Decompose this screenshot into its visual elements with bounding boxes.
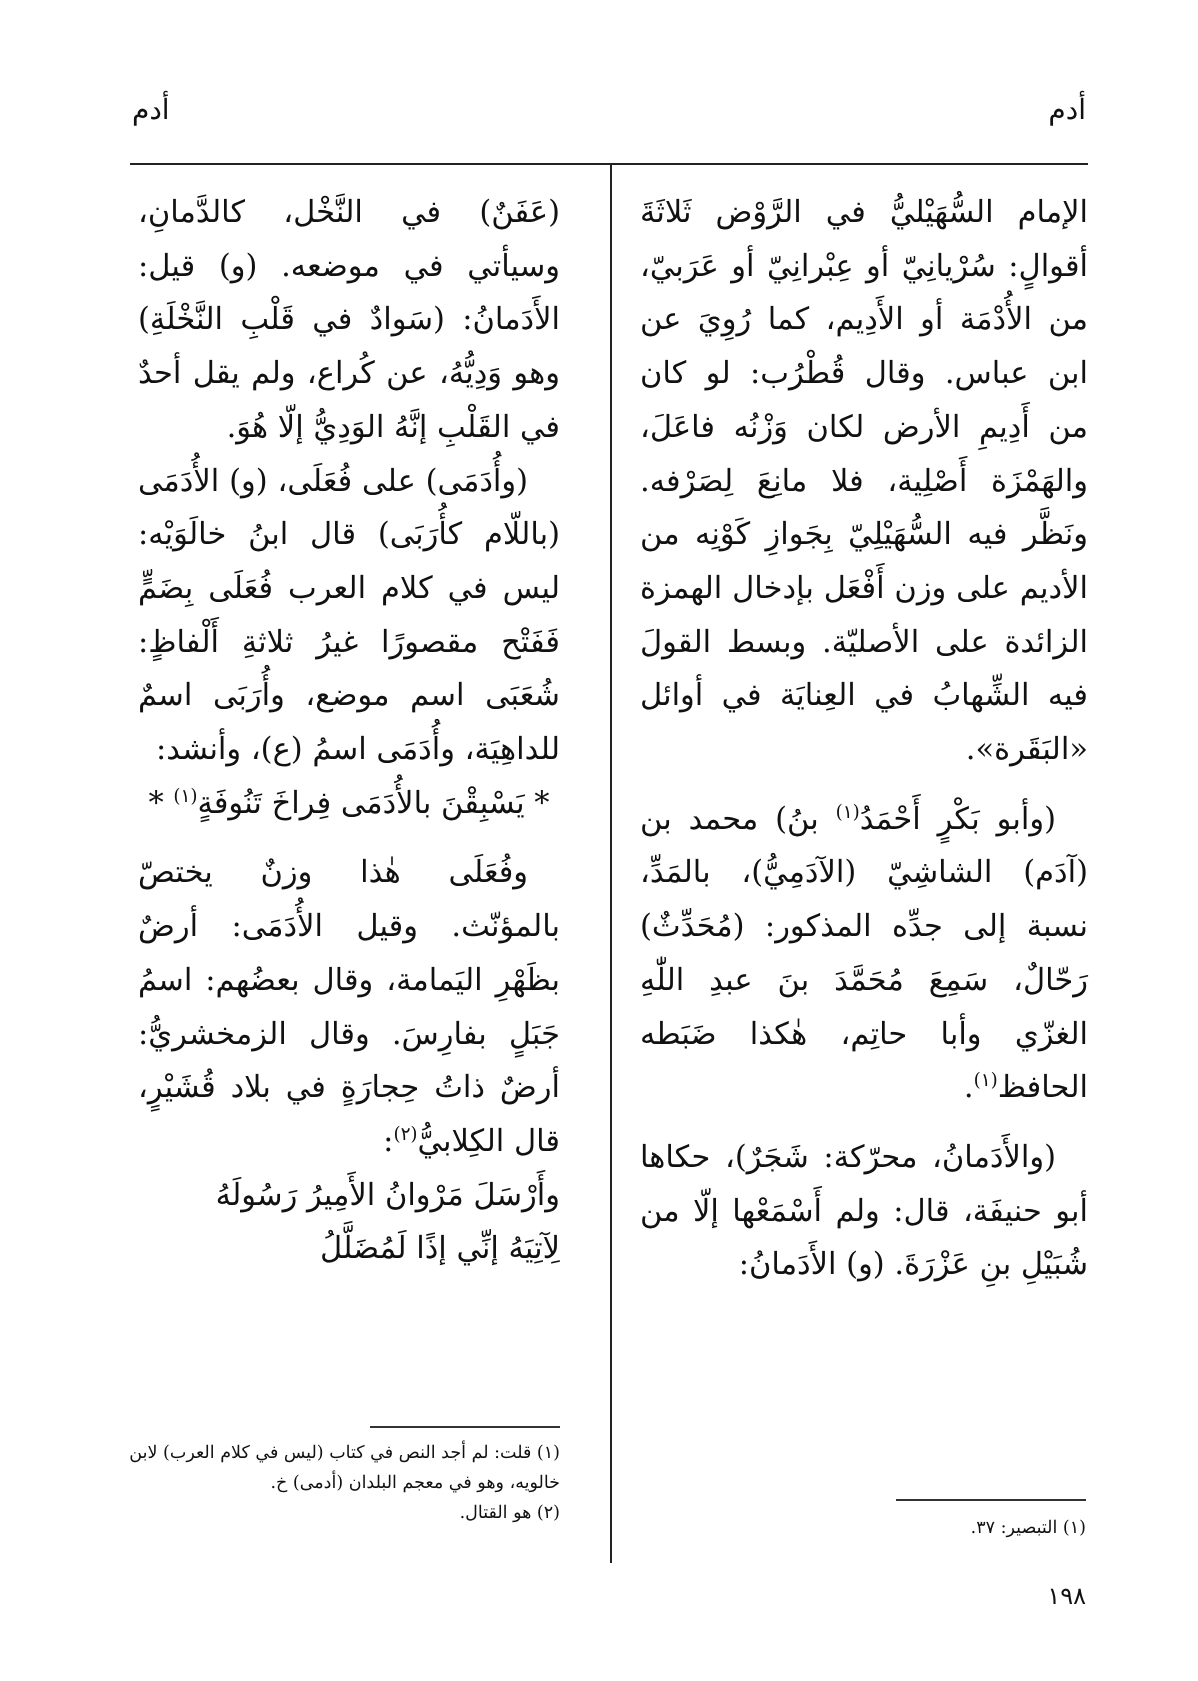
verse-hemistich-1: وأَرْسَلَ مَرْوانُ الأَمِيرُ رَسُولَهُ (215, 1177, 560, 1213)
footnote-rule-right (896, 1499, 1086, 1501)
footnote-rule-left (370, 1426, 560, 1428)
left-column (138, 186, 588, 1276)
footnote: (١) قلت: لم أجد النص في كتاب (ليس في كلام العرب) لابن خالويه، وهو في معجم البلدان (أدمى) خ. (129, 1443, 560, 1493)
page-number: ١٩٨ (1047, 1582, 1086, 1610)
verse-text: * (148, 785, 174, 821)
right-column (640, 186, 1088, 1292)
entry-text: (وأبو بَكْرٍ أَحْمَدُ (859, 801, 1056, 837)
entry-text: . (963, 1070, 974, 1106)
footnote-marker: (٢) (393, 1123, 418, 1145)
right-paragraph-1: الإمام السُّهَيْليُّ في الرَّوْض ثَلاثَةَ أقوالٍ: سُرْيانِيّ أو عِبْرانِيّ أو عَرَبيّ، من الأُدْمَة أو الأَدِيم، كما رُوِيَ عن ابن عباس. وقال قُطْرُب: لو كان من أَدِيمِ الأرض لكان وَزْنُه فاعَلَ، والهَمْزَة أَصْلِية، فلا مانِعَ لِصَرْفه. ونَظَّر فيه السُّهَيْلِيّ بِجَوازِ كَوْنِه من الأديم على وزن أَفْعَل بإدخال الهمزة الزائدة على الأصليّة. وبسط القولَ فيه الشِّهابُ في العِنايَة في أوائل «البَقَرة». (640, 195, 1088, 768)
header-rule (130, 163, 1088, 165)
verse-line (138, 777, 560, 831)
footnote: (٢) هو القتال. (459, 1503, 560, 1523)
footnotes-left (120, 1438, 560, 1528)
left-paragraph-3 (138, 846, 560, 1168)
column-divider (610, 163, 612, 1563)
entry-text: : (383, 1123, 394, 1159)
running-head-right: أدم (1048, 93, 1086, 126)
verse-text: * يَسْبِقْنَ بالأُدَمَى فِراخَ تَنُوفَةٍ (197, 785, 550, 821)
entry-text: بنُ) محمد بن (آدَم) الشاشِيّ (الآدَمِيُّ)، بالمَدِّ، نسبة إلى جدِّه المذكور: (مُحَدِّثٌ) رَحّالٌ، سَمِعَ مُحَمَّدَ بنَ عبدِ اللّٰهِ الغزّي وأبا حاتِم، هٰكذا ضَبَطه الحافظ (640, 801, 1088, 1106)
footnote-marker: (١) (835, 801, 860, 823)
left-paragraph-2: (وأُدَمَى) على فُعَلَى، (و) الأُدَمَى (باللّام كأُرَبَى) قال ابنُ خالَوَيْه: ليس في كلام العرب فُعَلَى بِضَمٍّ فَفَتْح مقصورًا غيرُ ثلاثةِ أَلْفاظٍ: شُعَبَى اسم موضع، وأُرَبَى اسمٌ للداهِيَة، وأُدَمَى اسمُ (ع)، وأنشد: (138, 463, 560, 768)
footnote-marker: (١) (173, 785, 198, 807)
left-paragraph-1: (عَفَنٌ) في النَّخْل، كالدَّمانِ، وسيأتي في موضعه. (و) قيل: الأَدَمانُ: (سَوادٌ في قَلْبِ النَّخْلَةِ) وهو وَدِيُّهُ، عن كُراع، ولم يقل أحدٌ في القَلْبِ إنَّهُ الوَدِيُّ إلّا هُوَ. (138, 195, 560, 445)
footnote-marker: (١) (973, 1070, 998, 1092)
running-head-left: أدم (132, 93, 170, 126)
footnotes-right (646, 1513, 1086, 1543)
footnote: (١) التبصير: ٣٧. (970, 1518, 1086, 1538)
right-paragraph-3: (والأَدَمانُ، محرّكة: شَجَرٌ)، حكاها أبو حنيفَة، قال: ولم أَسْمَعْها إلّا من شُبَيْلِ بنِ عَزْرَةَ. (و) الأَدَمانُ: (640, 1139, 1088, 1283)
right-paragraph-2 (640, 793, 1088, 1115)
entry-text: وفُعَلَى هٰذا وزنٌ يختصّ بالمؤنّث. وقيل الأُدَمَى: أرضٌ بظَهْرِ اليَمامة، وقال بعضُهم: اسمُ جَبَلٍ بفارِسَ. وقال الزمخشريُّ: أرضٌ ذاتُ حِجارَةٍ في بلاد قُشَيْرٍ، قال الكِلابيُّ (138, 855, 560, 1159)
verse-hemistich-2: لِآتِيَهُ إنِّي إذًا لَمُضَلَّلُ (319, 1231, 560, 1267)
